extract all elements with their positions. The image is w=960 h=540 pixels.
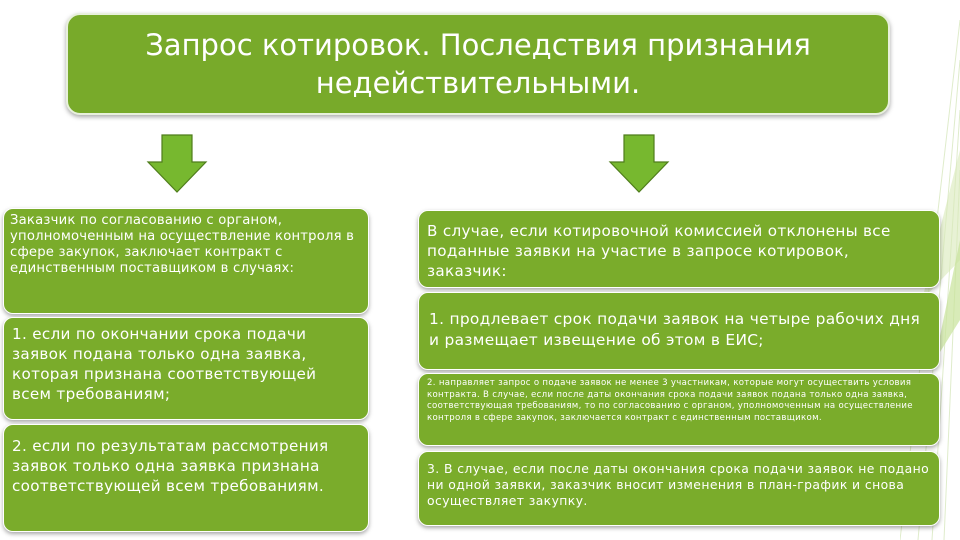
left-intro-box — [3, 208, 369, 314]
down-arrow-icon — [608, 134, 670, 194]
left-intro-text: Заказчик по согласованию с органом, уполномоченным на осуществление контроля в сфере закупок, заключает контракт с единственным поставщиком в случаях: — [10, 213, 355, 276]
right-step-2-box — [418, 373, 940, 446]
right-intro-box — [418, 210, 940, 288]
right-step-2-text: 2. направляет запрос о подаче заявок не менее 3 участникам, которые могут осуществить условия контракта. В случае, если после даты окончания срока подачи заявок подана только одна заявка, соответствующая требованиям, то по согласованию с органом, уполномоченным на осуществление контроля в сфере закупок, заключается контракт с единственным поставщиком. — [427, 378, 913, 423]
right-step-1-box — [418, 292, 940, 370]
left-case-2-box — [3, 424, 369, 532]
right-intro-text: В случае, если котировочной комиссией отклонены все поданные заявки на участие в запросе котировок, заказчик: — [427, 222, 891, 280]
right-step-3-text: 3. В случае, если после даты окончания срока подачи заявок не подано ни одной заявки, заказчик вносит изменения в план-график и снова осуществляет закупку. — [427, 461, 930, 508]
slide-title — [66, 13, 890, 115]
left-case-1-box — [3, 317, 369, 420]
left-case-2-text: 2. если по результатам рассмотрения заявок только одна заявка признана соответствующей всем требованиям. — [12, 437, 329, 495]
title-line-2: недействительными. — [315, 66, 641, 100]
right-step-1-text: 1. продлевает срок подачи заявок на четыре рабочих дня и размещает извещение об этом в ЕИС; — [429, 310, 921, 349]
down-arrow-icon — [146, 134, 208, 194]
right-step-3-box — [418, 451, 940, 526]
left-case-1-text: 1. если по окончании срока подачи заявок подана только одна заявка, которая признана соответствующей всем требованиям; — [12, 325, 317, 403]
title-line-1: Запрос котировок. Последствия признания — [145, 28, 811, 62]
